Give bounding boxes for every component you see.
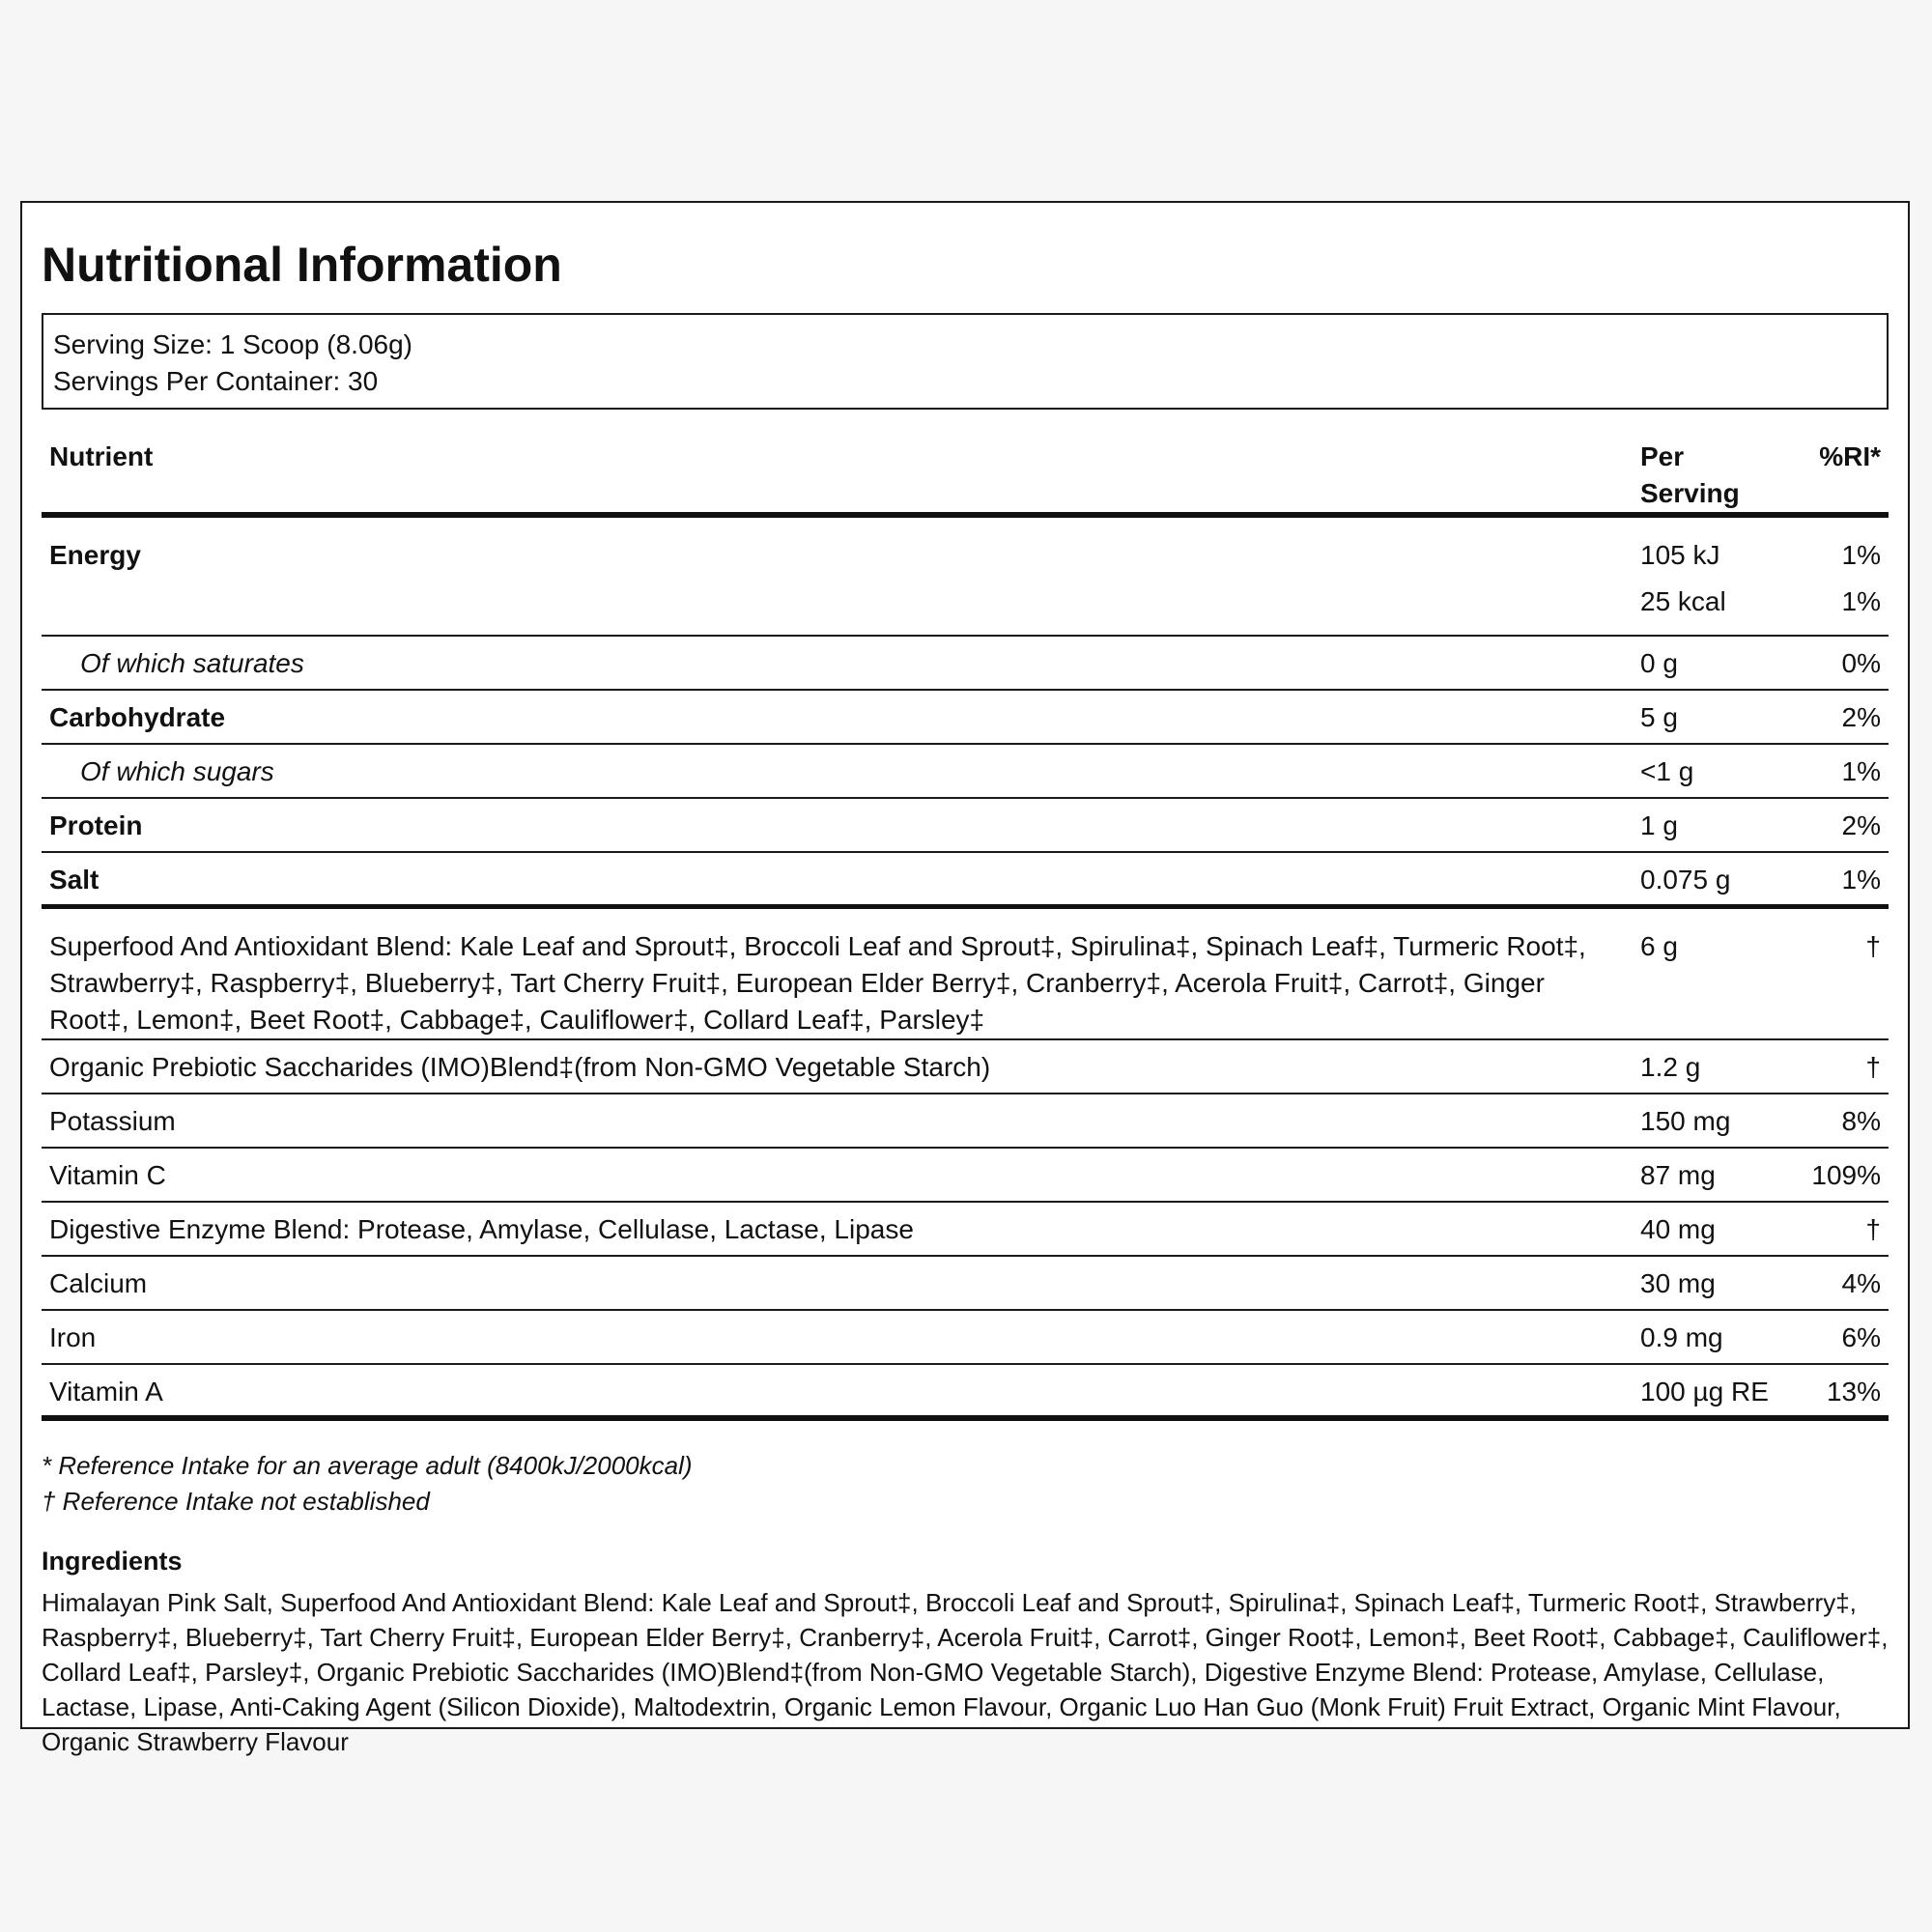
- nutrient-name: Of which saturates: [42, 636, 1633, 690]
- nutrient-name: Iron: [42, 1310, 1633, 1364]
- nutrient-amount: <1 g: [1633, 744, 1797, 798]
- nutrient-amount: 150 mg: [1633, 1094, 1797, 1148]
- nutrient-name: Potassium: [42, 1094, 1633, 1148]
- nutrient-name: Energy: [49, 540, 141, 570]
- table-row: [42, 636, 1889, 690]
- table-row: [42, 690, 1889, 744]
- nutrient-name: [42, 582, 1633, 636]
- serving-size: Serving Size: 1 Scoop (8.06g): [53, 329, 412, 359]
- nutrient-amount: 25 kcal: [1633, 582, 1797, 636]
- nutrient-amount: 30 mg: [1633, 1256, 1797, 1310]
- nutrient-ri: †: [1797, 906, 1889, 1039]
- nutrient-amount: 1 g: [1633, 798, 1797, 852]
- nutrient-amount: 0 g: [1633, 636, 1797, 690]
- ri-footnote: * Reference Intake for an average adult (8400kJ/2000kcal): [42, 1450, 693, 1480]
- dagger-footnote: † Reference Intake not established: [42, 1486, 430, 1516]
- ingredients-title: Ingredients: [42, 1546, 183, 1576]
- nutrient-amount: 87 mg: [1633, 1148, 1797, 1202]
- ingredients-text: Himalayan Pink Salt, Superfood And Antioxidant Blend: Kale Leaf and Sprout‡, Broccoli Leaf and Sprout‡, Spirulina‡, Spinach Leaf‡, Turmeric Root‡, Strawberry‡, Raspberry‡, Blueberry‡, Tart Cherry Fruit‡, European Elder Berry‡, Cranberry‡, Acerola Fruit‡, Carrot‡, Ginger Root‡, Lemon‡, Beet Root‡, Cabbage‡, Cauliflower‡, Collard Leaf‡, Parsley‡, Organic Prebiotic Saccharides (IMO)Blend‡(from Non-GMO Vegetable Starch), Digestive Enzyme Blend: Protease, Amylase, Cellulase, Lactase, Lipase, Anti-Caking Agent (Silicon Dioxide), Maltodextrin, Organic Lemon Flavour, Organic Luo Han Guo (Monk Fruit) Fruit Extract, Organic Mint Flavour, Organic Strawberry Flavour: [42, 1587, 1889, 1756]
- nutrient-ri: 109%: [1797, 1148, 1889, 1202]
- table-row: [42, 744, 1889, 798]
- nutrient-ri: 8%: [1797, 1094, 1889, 1148]
- nutrient-name: Organic Prebiotic Saccharides (IMO)Blend‡(from Non-GMO Vegetable Starch): [42, 1039, 1633, 1094]
- footnotes: [42, 1448, 1889, 1520]
- nutrient-amount: 1.2 g: [1633, 1039, 1797, 1094]
- nutrient-ri: †: [1797, 1039, 1889, 1094]
- table-row: [42, 1094, 1889, 1148]
- nutrient-ri: 1%: [1797, 852, 1889, 906]
- nutrient-amount: 5 g: [1633, 690, 1797, 744]
- table-row: [42, 906, 1889, 1039]
- table-row: [42, 1039, 1889, 1094]
- nutrient-ri: †: [1797, 1202, 1889, 1256]
- nutrient-amount: 0.075 g: [1633, 852, 1797, 906]
- table-row: [42, 798, 1889, 852]
- nutrient-amount: 6 g: [1633, 906, 1797, 1039]
- servings-per-container: Servings Per Container: 30: [53, 366, 379, 396]
- nutrient-ri: 4%: [1797, 1256, 1889, 1310]
- table-row: [42, 582, 1889, 636]
- nutrient-ri: 13%: [1797, 1364, 1889, 1418]
- serving-info-box: [42, 313, 1889, 410]
- nutrient-name: Vitamin A: [42, 1364, 1633, 1418]
- nutrient-ri: 1%: [1841, 540, 1881, 570]
- nutrient-amount: 100 µg RE: [1633, 1364, 1797, 1418]
- table-row: [42, 1364, 1889, 1418]
- nutrient-ri: 6%: [1797, 1310, 1889, 1364]
- nutrient-amount: 0.9 mg: [1633, 1310, 1797, 1364]
- header-ri: %RI*: [1797, 429, 1889, 515]
- nutrient-name: Carbohydrate: [42, 690, 1633, 744]
- table-row: [42, 852, 1889, 906]
- nutrient-ri: 1%: [1797, 582, 1889, 636]
- nutrient-name: Superfood And Antioxidant Blend: Kale Leaf and Sprout‡, Broccoli Leaf and Sprout‡, Spirulina‡, Spinach Leaf‡, Turmeric Root‡, Strawberry‡, Raspberry‡, Blueberry‡, Tart Cherry Fruit‡, European Elder Berry‡, Cranberry‡, Acerola Fruit‡, Carrot‡, Ginger Root‡, Lemon‡, Beet Root‡, Cabbage‡, Cauliflower‡, Collard Leaf‡, Parsley‡: [42, 906, 1633, 1039]
- nutrient-name: Digestive Enzyme Blend: Protease, Amylase, Cellulase, Lactase, Lipase: [42, 1202, 1633, 1256]
- page-title: Nutritional Information: [42, 238, 562, 292]
- nutrient-amount: 40 mg: [1633, 1202, 1797, 1256]
- nutrient-ri: 2%: [1797, 690, 1889, 744]
- table-row: [42, 1256, 1889, 1310]
- header-per-serving: Per Serving: [1633, 429, 1797, 515]
- nutrient-ri: 0%: [1797, 636, 1889, 690]
- nutrient-name: Of which sugars: [42, 744, 1633, 798]
- table-row: [42, 515, 1889, 582]
- table-row: [42, 1148, 1889, 1202]
- nutrient-name: Salt: [42, 852, 1633, 906]
- nutrient-name: Vitamin C: [42, 1148, 1633, 1202]
- table-row: [42, 1202, 1889, 1256]
- nutrient-name: Protein: [42, 798, 1633, 852]
- nutrition-panel: [20, 201, 1910, 1756]
- nutrient-amount: 105 kJ: [1640, 540, 1720, 570]
- nutrient-ri: 1%: [1797, 744, 1889, 798]
- table-header-row: [42, 429, 1889, 515]
- header-nutrient: Nutrient: [42, 429, 1633, 515]
- nutrition-table: [42, 429, 1889, 1421]
- nutrient-name: Calcium: [42, 1256, 1633, 1310]
- nutrient-ri: 2%: [1797, 798, 1889, 852]
- table-row: [42, 1310, 1889, 1364]
